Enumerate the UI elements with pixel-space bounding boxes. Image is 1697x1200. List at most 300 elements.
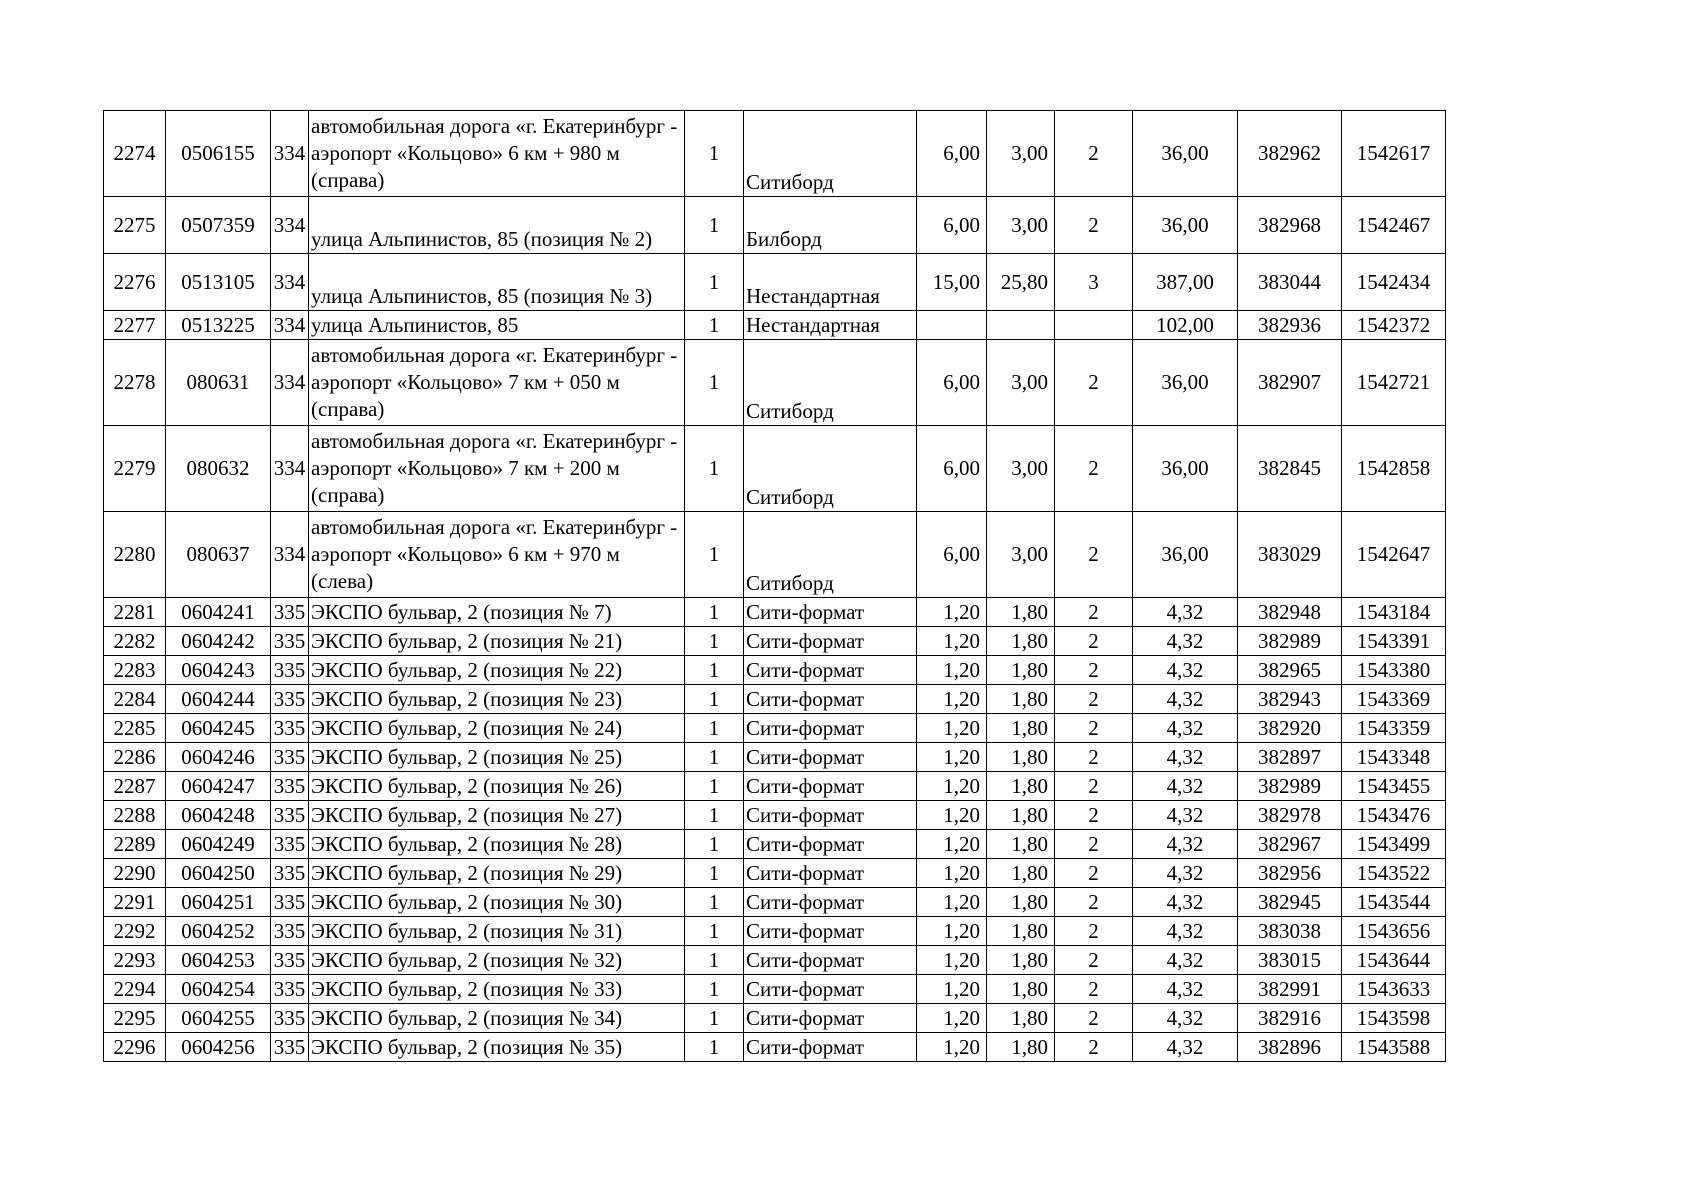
row-number-cell: 2296 [104, 1033, 166, 1062]
type-cell: Ситиборд [744, 426, 917, 512]
height-cell: 1,80 [987, 714, 1055, 743]
row-number-cell: 2284 [104, 685, 166, 714]
table-row [104, 743, 1446, 772]
type-cell: Ситиборд [744, 340, 917, 426]
address-cell: ЭКСПО бульвар, 2 (позиция № 34) [309, 1004, 685, 1033]
height-cell: 1,80 [987, 888, 1055, 917]
height-cell: 1,80 [987, 859, 1055, 888]
address-cell: ЭКСПО бульвар, 2 (позиция № 23) [309, 685, 685, 714]
height-cell: 1,80 [987, 917, 1055, 946]
width-cell: 6,00 [917, 340, 987, 426]
sides-cell: 2 [1055, 512, 1133, 598]
count-cell: 1 [685, 627, 744, 656]
height-cell: 3,00 [987, 111, 1055, 197]
x-coord-cell: 382943 [1238, 685, 1342, 714]
height-cell: 1,80 [987, 975, 1055, 1004]
y-coord-cell: 1542467 [1342, 197, 1446, 254]
type-cell: Сити-формат [744, 946, 917, 975]
area-cell: 4,32 [1133, 743, 1238, 772]
code-cell: 0604248 [166, 801, 271, 830]
count-cell: 1 [685, 512, 744, 598]
zone-cell: 335 [271, 946, 309, 975]
y-coord-cell: 1543598 [1342, 1004, 1446, 1033]
y-coord-cell: 1542372 [1342, 311, 1446, 340]
address-cell: ЭКСПО бульвар, 2 (позиция № 30) [309, 888, 685, 917]
sides-cell: 2 [1055, 1033, 1133, 1062]
code-cell: 0604254 [166, 975, 271, 1004]
row-number-cell: 2281 [104, 598, 166, 627]
sides-cell: 2 [1055, 340, 1133, 426]
zone-cell: 335 [271, 830, 309, 859]
height-cell [987, 311, 1055, 340]
width-cell: 1,20 [917, 801, 987, 830]
y-coord-cell: 1542721 [1342, 340, 1446, 426]
width-cell: 6,00 [917, 111, 987, 197]
sides-cell: 2 [1055, 859, 1133, 888]
count-cell: 1 [685, 888, 744, 917]
address-cell: ЭКСПО бульвар, 2 (позиция № 22) [309, 656, 685, 685]
table-row [104, 772, 1446, 801]
height-cell: 3,00 [987, 197, 1055, 254]
height-cell: 1,80 [987, 598, 1055, 627]
y-coord-cell: 1543391 [1342, 627, 1446, 656]
address-cell: ЭКСПО бульвар, 2 (позиция № 35) [309, 1033, 685, 1062]
x-coord-cell: 382845 [1238, 426, 1342, 512]
sides-cell [1055, 311, 1133, 340]
row-number-cell: 2274 [104, 111, 166, 197]
type-cell: Сити-формат [744, 975, 917, 1004]
area-cell: 36,00 [1133, 512, 1238, 598]
x-coord-cell: 382968 [1238, 197, 1342, 254]
height-cell: 1,80 [987, 1033, 1055, 1062]
sides-cell: 2 [1055, 426, 1133, 512]
row-number-cell: 2288 [104, 801, 166, 830]
width-cell: 1,20 [917, 1033, 987, 1062]
address-cell: автомобильная дорога «г. Екатеринбург - аэропорт «Кольцово» 6 км + 970 м (слева) [309, 512, 685, 598]
count-cell: 1 [685, 975, 744, 1004]
height-cell: 1,80 [987, 1004, 1055, 1033]
type-cell: Сити-формат [744, 627, 917, 656]
width-cell: 1,20 [917, 1004, 987, 1033]
y-coord-cell: 1543184 [1342, 598, 1446, 627]
sides-cell: 2 [1055, 714, 1133, 743]
x-coord-cell: 383038 [1238, 917, 1342, 946]
zone-cell: 334 [271, 197, 309, 254]
table-row [104, 311, 1446, 340]
count-cell: 1 [685, 1033, 744, 1062]
count-cell: 1 [685, 598, 744, 627]
zone-cell: 335 [271, 975, 309, 1004]
area-cell: 4,32 [1133, 685, 1238, 714]
table-row [104, 888, 1446, 917]
code-cell: 0604251 [166, 888, 271, 917]
y-coord-cell: 1543522 [1342, 859, 1446, 888]
zone-cell: 335 [271, 743, 309, 772]
row-number-cell: 2283 [104, 656, 166, 685]
table-row [104, 426, 1446, 512]
area-cell: 36,00 [1133, 426, 1238, 512]
table-row [104, 946, 1446, 975]
count-cell: 1 [685, 772, 744, 801]
table-row [104, 254, 1446, 311]
address-cell: автомобильная дорога «г. Екатеринбург - аэропорт «Кольцово» 7 км + 050 м (справа) [309, 340, 685, 426]
width-cell: 1,20 [917, 917, 987, 946]
code-cell: 0604256 [166, 1033, 271, 1062]
type-cell: Билборд [744, 197, 917, 254]
sides-cell: 2 [1055, 801, 1133, 830]
height-cell: 3,00 [987, 340, 1055, 426]
code-cell: 0507359 [166, 197, 271, 254]
x-coord-cell: 383015 [1238, 946, 1342, 975]
zone-cell: 335 [271, 917, 309, 946]
row-number-cell: 2275 [104, 197, 166, 254]
row-number-cell: 2277 [104, 311, 166, 340]
sides-cell: 2 [1055, 1004, 1133, 1033]
width-cell: 1,20 [917, 685, 987, 714]
type-cell: Сити-формат [744, 1033, 917, 1062]
address-cell: улица Альпинистов, 85 [309, 311, 685, 340]
zone-cell: 335 [271, 627, 309, 656]
type-cell: Сити-формат [744, 830, 917, 859]
address-cell: улица Альпинистов, 85 (позиция № 2) [309, 197, 685, 254]
height-cell: 1,80 [987, 685, 1055, 714]
y-coord-cell: 1543455 [1342, 772, 1446, 801]
area-cell: 36,00 [1133, 340, 1238, 426]
type-cell: Сити-формат [744, 888, 917, 917]
code-cell: 0604252 [166, 917, 271, 946]
type-cell: Сити-формат [744, 801, 917, 830]
address-cell: ЭКСПО бульвар, 2 (позиция № 33) [309, 975, 685, 1004]
width-cell: 1,20 [917, 656, 987, 685]
area-cell: 102,00 [1133, 311, 1238, 340]
y-coord-cell: 1543499 [1342, 830, 1446, 859]
zone-cell: 335 [271, 656, 309, 685]
constructions-table [103, 110, 1446, 1062]
code-cell: 0604245 [166, 714, 271, 743]
x-coord-cell: 382991 [1238, 975, 1342, 1004]
zone-cell: 335 [271, 859, 309, 888]
code-cell: 0513225 [166, 311, 271, 340]
type-cell: Сити-формат [744, 598, 917, 627]
count-cell: 1 [685, 685, 744, 714]
type-cell: Нестандартная [744, 311, 917, 340]
row-number-cell: 2279 [104, 426, 166, 512]
address-cell: ЭКСПО бульвар, 2 (позиция № 7) [309, 598, 685, 627]
code-cell: 0604255 [166, 1004, 271, 1033]
code-cell: 0604253 [166, 946, 271, 975]
area-cell: 4,32 [1133, 656, 1238, 685]
table-row [104, 111, 1446, 197]
address-cell: автомобильная дорога «г. Екатеринбург - аэропорт «Кольцово» 7 км + 200 м (справа) [309, 426, 685, 512]
zone-cell: 334 [271, 111, 309, 197]
type-cell: Сити-формат [744, 656, 917, 685]
table-row [104, 917, 1446, 946]
row-number-cell: 2290 [104, 859, 166, 888]
type-cell: Сити-формат [744, 743, 917, 772]
y-coord-cell: 1543359 [1342, 714, 1446, 743]
address-cell: ЭКСПО бульвар, 2 (позиция № 24) [309, 714, 685, 743]
area-cell: 4,32 [1133, 1033, 1238, 1062]
zone-cell: 335 [271, 685, 309, 714]
x-coord-cell: 382907 [1238, 340, 1342, 426]
row-number-cell: 2276 [104, 254, 166, 311]
address-cell: ЭКСПО бульвар, 2 (позиция № 25) [309, 743, 685, 772]
y-coord-cell: 1543644 [1342, 946, 1446, 975]
height-cell: 1,80 [987, 772, 1055, 801]
count-cell: 1 [685, 254, 744, 311]
sides-cell: 2 [1055, 685, 1133, 714]
code-cell: 0604249 [166, 830, 271, 859]
x-coord-cell: 382989 [1238, 772, 1342, 801]
sides-cell: 2 [1055, 772, 1133, 801]
height-cell: 1,80 [987, 743, 1055, 772]
y-coord-cell: 1543588 [1342, 1033, 1446, 1062]
area-cell: 36,00 [1133, 111, 1238, 197]
table-row [104, 656, 1446, 685]
row-number-cell: 2286 [104, 743, 166, 772]
table-row [104, 830, 1446, 859]
height-cell: 3,00 [987, 426, 1055, 512]
address-cell: ЭКСПО бульвар, 2 (позиция № 21) [309, 627, 685, 656]
x-coord-cell: 382956 [1238, 859, 1342, 888]
table-row [104, 714, 1446, 743]
count-cell: 1 [685, 743, 744, 772]
code-cell: 0604243 [166, 656, 271, 685]
sides-cell: 2 [1055, 975, 1133, 1004]
width-cell: 6,00 [917, 426, 987, 512]
table-row [104, 598, 1446, 627]
x-coord-cell: 382945 [1238, 888, 1342, 917]
area-cell: 4,32 [1133, 598, 1238, 627]
address-cell: ЭКСПО бульвар, 2 (позиция № 27) [309, 801, 685, 830]
code-cell: 0604246 [166, 743, 271, 772]
table-row [104, 512, 1446, 598]
width-cell: 1,20 [917, 975, 987, 1004]
type-cell: Нестандартная [744, 254, 917, 311]
count-cell: 1 [685, 859, 744, 888]
row-number-cell: 2287 [104, 772, 166, 801]
code-cell: 0604242 [166, 627, 271, 656]
table-row [104, 340, 1446, 426]
y-coord-cell: 1543369 [1342, 685, 1446, 714]
y-coord-cell: 1542858 [1342, 426, 1446, 512]
area-cell: 4,32 [1133, 714, 1238, 743]
width-cell: 1,20 [917, 714, 987, 743]
x-coord-cell: 382967 [1238, 830, 1342, 859]
width-cell [917, 311, 987, 340]
x-coord-cell: 382896 [1238, 1033, 1342, 1062]
count-cell: 1 [685, 714, 744, 743]
address-cell: автомобильная дорога «г. Екатеринбург - аэропорт «Кольцово» 6 км + 980 м (справа) [309, 111, 685, 197]
count-cell: 1 [685, 111, 744, 197]
zone-cell: 334 [271, 311, 309, 340]
width-cell: 1,20 [917, 743, 987, 772]
table-row [104, 859, 1446, 888]
y-coord-cell: 1543544 [1342, 888, 1446, 917]
sides-cell: 2 [1055, 627, 1133, 656]
area-cell: 4,32 [1133, 1004, 1238, 1033]
row-number-cell: 2278 [104, 340, 166, 426]
code-cell: 080637 [166, 512, 271, 598]
code-cell: 080632 [166, 426, 271, 512]
area-cell: 4,32 [1133, 859, 1238, 888]
table-row [104, 627, 1446, 656]
table-row [104, 685, 1446, 714]
y-coord-cell: 1542434 [1342, 254, 1446, 311]
zone-cell: 335 [271, 714, 309, 743]
sides-cell: 2 [1055, 656, 1133, 685]
sides-cell: 2 [1055, 946, 1133, 975]
count-cell: 1 [685, 656, 744, 685]
row-number-cell: 2294 [104, 975, 166, 1004]
count-cell: 1 [685, 311, 744, 340]
width-cell: 1,20 [917, 627, 987, 656]
width-cell: 1,20 [917, 946, 987, 975]
row-number-cell: 2291 [104, 888, 166, 917]
x-coord-cell: 383044 [1238, 254, 1342, 311]
row-number-cell: 2293 [104, 946, 166, 975]
row-number-cell: 2280 [104, 512, 166, 598]
height-cell: 1,80 [987, 801, 1055, 830]
width-cell: 1,20 [917, 830, 987, 859]
area-cell: 4,32 [1133, 801, 1238, 830]
row-number-cell: 2289 [104, 830, 166, 859]
address-cell: ЭКСПО бульвар, 2 (позиция № 26) [309, 772, 685, 801]
y-coord-cell: 1543476 [1342, 801, 1446, 830]
count-cell: 1 [685, 426, 744, 512]
height-cell: 25,80 [987, 254, 1055, 311]
address-cell: ЭКСПО бульвар, 2 (позиция № 32) [309, 946, 685, 975]
table-row [104, 801, 1446, 830]
zone-cell: 335 [271, 801, 309, 830]
address-cell: ЭКСПО бульвар, 2 (позиция № 31) [309, 917, 685, 946]
area-cell: 4,32 [1133, 917, 1238, 946]
code-cell: 0513105 [166, 254, 271, 311]
x-coord-cell: 382897 [1238, 743, 1342, 772]
type-cell: Ситиборд [744, 512, 917, 598]
count-cell: 1 [685, 197, 744, 254]
table-row [104, 975, 1446, 1004]
address-cell: ЭКСПО бульвар, 2 (позиция № 28) [309, 830, 685, 859]
zone-cell: 335 [271, 1004, 309, 1033]
table-row [104, 1004, 1446, 1033]
type-cell: Сити-формат [744, 917, 917, 946]
row-number-cell: 2285 [104, 714, 166, 743]
type-cell: Сити-формат [744, 1004, 917, 1033]
area-cell: 4,32 [1133, 975, 1238, 1004]
code-cell: 0604241 [166, 598, 271, 627]
count-cell: 1 [685, 946, 744, 975]
type-cell: Ситиборд [744, 111, 917, 197]
type-cell: Сити-формат [744, 859, 917, 888]
code-cell: 080631 [166, 340, 271, 426]
x-coord-cell: 383029 [1238, 512, 1342, 598]
height-cell: 3,00 [987, 512, 1055, 598]
y-coord-cell: 1543656 [1342, 917, 1446, 946]
area-cell: 387,00 [1133, 254, 1238, 311]
sides-cell: 2 [1055, 917, 1133, 946]
area-cell: 4,32 [1133, 946, 1238, 975]
count-cell: 1 [685, 1004, 744, 1033]
height-cell: 1,80 [987, 627, 1055, 656]
area-cell: 36,00 [1133, 197, 1238, 254]
zone-cell: 334 [271, 340, 309, 426]
row-number-cell: 2282 [104, 627, 166, 656]
count-cell: 1 [685, 917, 744, 946]
width-cell: 1,20 [917, 888, 987, 917]
count-cell: 1 [685, 830, 744, 859]
zone-cell: 335 [271, 598, 309, 627]
y-coord-cell: 1543380 [1342, 656, 1446, 685]
zone-cell: 335 [271, 888, 309, 917]
address-cell: ЭКСПО бульвар, 2 (позиция № 29) [309, 859, 685, 888]
address-cell: улица Альпинистов, 85 (позиция № 3) [309, 254, 685, 311]
y-coord-cell: 1543633 [1342, 975, 1446, 1004]
x-coord-cell: 382948 [1238, 598, 1342, 627]
area-cell: 4,32 [1133, 772, 1238, 801]
row-number-cell: 2292 [104, 917, 166, 946]
x-coord-cell: 382936 [1238, 311, 1342, 340]
type-cell: Сити-формат [744, 685, 917, 714]
x-coord-cell: 382920 [1238, 714, 1342, 743]
sides-cell: 2 [1055, 743, 1133, 772]
sides-cell: 2 [1055, 598, 1133, 627]
width-cell: 1,20 [917, 598, 987, 627]
sides-cell: 2 [1055, 111, 1133, 197]
height-cell: 1,80 [987, 946, 1055, 975]
width-cell: 6,00 [917, 512, 987, 598]
y-coord-cell: 1542647 [1342, 512, 1446, 598]
table-row [104, 1033, 1446, 1062]
x-coord-cell: 382965 [1238, 656, 1342, 685]
x-coord-cell: 382989 [1238, 627, 1342, 656]
type-cell: Сити-формат [744, 714, 917, 743]
area-cell: 4,32 [1133, 830, 1238, 859]
area-cell: 4,32 [1133, 888, 1238, 917]
x-coord-cell: 382978 [1238, 801, 1342, 830]
zone-cell: 334 [271, 254, 309, 311]
area-cell: 4,32 [1133, 627, 1238, 656]
sides-cell: 2 [1055, 197, 1133, 254]
zone-cell: 334 [271, 512, 309, 598]
type-cell: Сити-формат [744, 772, 917, 801]
row-number-cell: 2295 [104, 1004, 166, 1033]
sides-cell: 2 [1055, 888, 1133, 917]
code-cell: 0604244 [166, 685, 271, 714]
count-cell: 1 [685, 801, 744, 830]
width-cell: 15,00 [917, 254, 987, 311]
zone-cell: 334 [271, 426, 309, 512]
height-cell: 1,80 [987, 656, 1055, 685]
zone-cell: 335 [271, 772, 309, 801]
height-cell: 1,80 [987, 830, 1055, 859]
y-coord-cell: 1542617 [1342, 111, 1446, 197]
code-cell: 0604250 [166, 859, 271, 888]
sides-cell: 2 [1055, 830, 1133, 859]
zone-cell: 335 [271, 1033, 309, 1062]
x-coord-cell: 382962 [1238, 111, 1342, 197]
x-coord-cell: 382916 [1238, 1004, 1342, 1033]
code-cell: 0506155 [166, 111, 271, 197]
width-cell: 6,00 [917, 197, 987, 254]
code-cell: 0604247 [166, 772, 271, 801]
table-row [104, 197, 1446, 254]
count-cell: 1 [685, 340, 744, 426]
sides-cell: 3 [1055, 254, 1133, 311]
width-cell: 1,20 [917, 772, 987, 801]
table-body [104, 111, 1446, 1062]
width-cell: 1,20 [917, 859, 987, 888]
